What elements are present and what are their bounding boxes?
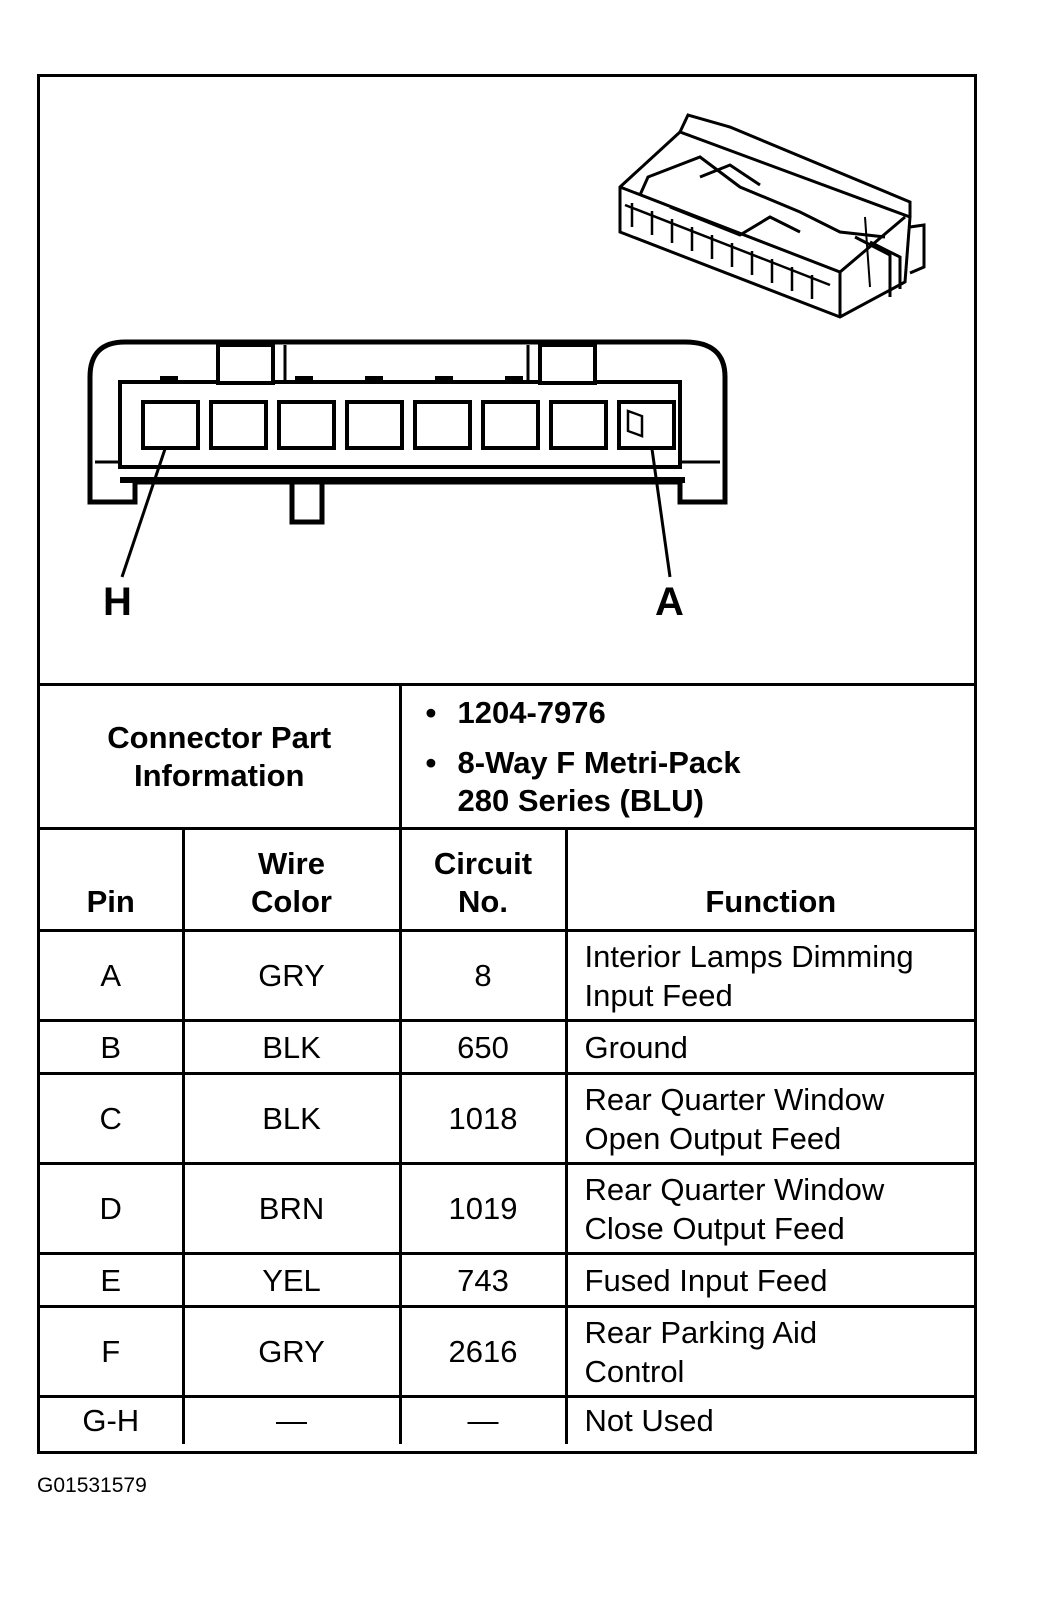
function-line-1: Fused Input Feed <box>584 1262 828 1298</box>
circuit-cell: 8 <box>400 931 566 1021</box>
function-cell <box>566 1397 974 1444</box>
cavity-g <box>211 402 266 448</box>
wire-color-cell: BLK <box>183 1021 400 1074</box>
pin-cell: A <box>40 931 183 1021</box>
circuit-cell: 743 <box>400 1254 566 1307</box>
cavity-b <box>551 402 606 448</box>
bullet-icon: • <box>425 745 437 780</box>
function-line-1: Not Used <box>584 1403 714 1439</box>
header-circuit-no-line-1: Circuit <box>433 846 533 881</box>
function-line-1: Ground <box>584 1029 688 1065</box>
circuit-cell: 650 <box>400 1021 566 1074</box>
header-wire-color <box>183 829 400 931</box>
pin-cell: D <box>40 1164 183 1254</box>
figure-id: G01531579 <box>37 1474 147 1497</box>
connector-key <box>292 482 322 522</box>
pinout-table <box>40 683 974 1444</box>
table-row <box>40 1074 974 1164</box>
circuit-cell: 1018 <box>400 1074 566 1164</box>
table-row <box>40 1307 974 1397</box>
header-circuit-no <box>400 829 566 931</box>
pin-cavities <box>143 402 674 448</box>
function-line-1: Rear Quarter Window <box>584 1081 885 1117</box>
connector-part-information-value <box>400 685 974 829</box>
table-row <box>40 1254 974 1307</box>
connector-part-information-label <box>40 685 400 829</box>
connector-info-row <box>40 685 974 829</box>
function-cell <box>566 931 974 1021</box>
wire-color-cell: BRN <box>183 1164 400 1254</box>
table-header-row <box>40 829 974 931</box>
circuit-cell: — <box>400 1397 566 1444</box>
function-cell <box>566 1164 974 1254</box>
header-wire-color-line-1: Wire <box>258 846 325 881</box>
function-cell <box>566 1307 974 1397</box>
pin-cell: F <box>40 1307 183 1397</box>
diagram-frame <box>37 74 977 1454</box>
circuit-cell: 2616 <box>400 1307 566 1397</box>
function-cell <box>566 1074 974 1164</box>
pin-cell: G-H <box>40 1397 183 1444</box>
function-cell <box>566 1021 974 1074</box>
cavity-h <box>143 402 198 448</box>
connector-diagram <box>40 77 974 682</box>
pin-label-h: H <box>103 580 132 624</box>
circuit-cell: 1019 <box>400 1164 566 1254</box>
connector-isometric-drawing <box>620 115 924 436</box>
function-line-2: Open Output Feed <box>584 1120 842 1156</box>
function-cell <box>566 1254 974 1307</box>
header-function: Function <box>566 829 974 931</box>
table-row <box>40 1021 974 1074</box>
wire-color-cell: — <box>183 1397 400 1444</box>
function-line-2: Input Feed <box>584 977 733 1013</box>
header-circuit-no-line-2: No. <box>458 884 508 919</box>
pin-label-a: A <box>655 580 684 624</box>
info-item-connector-type <box>425 744 975 820</box>
pin-cell: B <box>40 1021 183 1074</box>
table-row <box>40 931 974 1021</box>
cavity-f <box>279 402 334 448</box>
connector-type-line-1: 8-Way F Metri-Pack <box>457 745 741 780</box>
function-line-1: Interior Lamps Dimming <box>584 938 914 974</box>
cavity-e <box>347 402 402 448</box>
info-label-line-2: Information <box>134 757 305 793</box>
wire-color-cell: YEL <box>183 1254 400 1307</box>
part-number: 1204-7976 <box>457 695 606 730</box>
header-pin: Pin <box>40 829 183 931</box>
table-row <box>40 1397 974 1444</box>
info-label-line-1: Connector Part <box>107 719 332 755</box>
wire-color-cell: BLK <box>183 1074 400 1164</box>
connector-type-line-2: 280 Series (BLU) <box>457 783 704 818</box>
wire-color-cell: GRY <box>183 931 400 1021</box>
wire-color-cell: GRY <box>183 1307 400 1397</box>
function-line-2: Close Output Feed <box>584 1210 845 1246</box>
cavity-c <box>483 402 538 448</box>
pin-cell: C <box>40 1074 183 1164</box>
table-row <box>40 1164 974 1254</box>
cavity-d <box>415 402 470 448</box>
pin-cell: E <box>40 1254 183 1307</box>
function-line-1: Rear Parking Aid <box>584 1314 818 1350</box>
header-wire-color-line-2: Color <box>251 884 332 919</box>
bullet-icon: • <box>425 695 437 730</box>
connector-face-drawing <box>40 77 974 682</box>
function-line-2: Control <box>584 1353 685 1389</box>
function-line-1: Rear Quarter Window <box>584 1171 885 1207</box>
info-item-part-number <box>425 694 975 732</box>
